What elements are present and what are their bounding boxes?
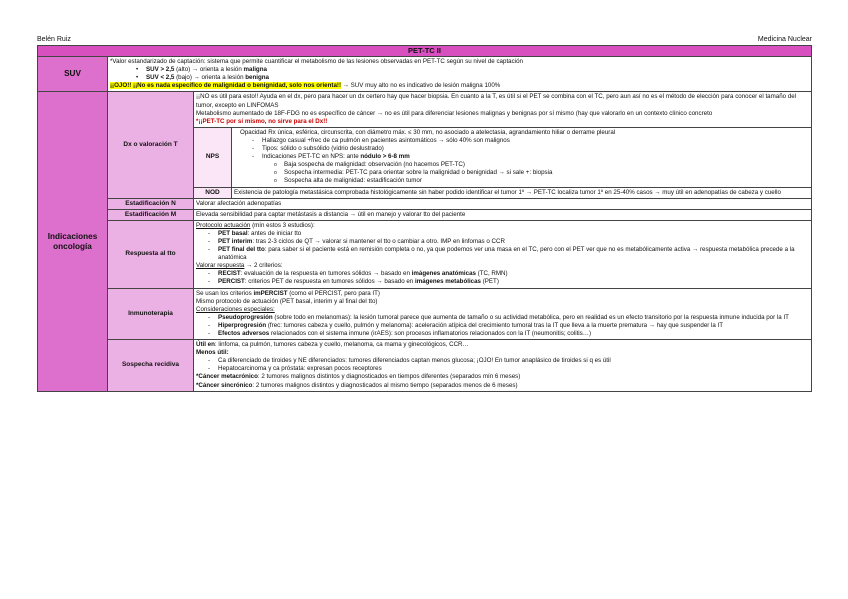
nps-o2: o Sospecha intermedia: PET-TC para orientar sobre la malignidad o benignidad → si sale +: biopsia — [240, 169, 809, 177]
recid-d1: - Ca diferenciado de tiroides y NE diferenciados: tumores diferenciados captan menos glucosa; ¡OJO! En tumor anaplásico de tiroides si q es útil — [196, 357, 809, 365]
resp-d1: - PET basal: antes de iniciar tto — [196, 230, 809, 238]
inmuno-label: Inmunoterapia — [108, 288, 194, 340]
resp-h2: Valorar respuesta → 2 criterios: — [196, 262, 283, 270]
suv-content — [108, 57, 812, 92]
estN-label: Estadificación N — [108, 198, 194, 209]
author: Belén Ruiz — [37, 36, 71, 43]
estM-content: Elevada sensibilidad para captar metástasis a distancia → útil en manejo y valorar tto del paciente — [194, 209, 812, 220]
nps-content — [232, 127, 812, 187]
recid-l2: Menos útil: — [196, 349, 229, 357]
resp-r2: - PERCIST: criterios PET de respuesta en tumores sólidos → basado en imágenes metabólicas (PET) — [196, 278, 809, 286]
inmuno-d1: - Pseudoprogresión (sobre todo en melanomas): la lesión tumoral parece que aumenta de tamaño o su actividad metabólica, pero en realidad es un efecto transitorio por la respuesta inmune inducida por la IT — [196, 314, 809, 322]
suv-intro: *Valor estandarizado de captación: sistema que permite cuantificar el metabolismo de las lesiones observadas en PET-TC según su nivel de captación — [110, 58, 523, 66]
nps-l4: - Indicaciones PET-TC en NPS: ante nódulo > 6-8 mm — [240, 153, 809, 161]
estN-content: Valorar afectación adenopatías — [194, 198, 812, 209]
nps-l3: - Tipos: sólido o subsólido (vidrio deslustrado) — [240, 145, 809, 153]
page-title: PET-TC II — [38, 46, 812, 57]
inmuno-content — [194, 288, 812, 340]
nps-l2: - Hallazgo casual +frec de ca pulmón en pacientes asintomáticos → sólo 40% son malignos — [240, 137, 809, 145]
dx-p3: *¡¡PET-TC por sí mismo, no sirve para el Dx!! — [196, 117, 328, 125]
suv-warning: ¡¡OJO!! ¡¡No es nada específico de malignidad o benignidad, solo nos orienta!! → SUV muy alto no es indicativo de lesión maligna 100% — [110, 82, 501, 90]
inmuno-d3: - Efectos adversos relacionados con el sistema inmune (irAES): son procesos inflamatorios relacionados con la IT (neumonitis; colitis…) — [196, 330, 809, 338]
resp-d3: - PET final del tto: para saber si el paciente está en remisión completa o no, ya que podemos ver una masa en el TC, pero con el PET ver que no es metabólicamente activa → respuesta metabólica precede a la anatómica — [196, 246, 809, 262]
resp-content — [194, 220, 812, 288]
recid-content — [194, 340, 812, 392]
subject: Medicina Nuclear — [757, 36, 812, 43]
dx-p2: Metabolismo aumentado de 18F-FDG no es específico de cáncer → no es útil para diferenciar lesiones malignas y benignas por sí mismo (hay que valorarlo en un contexto clínico concreto — [196, 109, 713, 117]
resp-r1: - RECIST: evaluación de la respuesta en tumores sólidos → basado en imágenes anatómicas (TC, RMN) — [196, 270, 809, 278]
nod-label: NOD — [194, 187, 232, 198]
suv-label: SUV — [38, 57, 108, 92]
dx-label: Dx o valoración T — [108, 92, 194, 198]
nps-l1: Opacidad Rx única, esférica, circunscrita, con diámetro máx. ≤ 30 mm, no asociado a atelectasia, agrandamiento hiliar o derrame pleural — [240, 128, 616, 136]
inmuno-l1: Se usan los criterios imPERCIST (como el PERCIST, pero para IT) — [196, 289, 380, 297]
nod-content: Existencia de patología metastásica comprobada histológicamente sin haber podido identificar el tumor 1º → PET-TC localiza tumor 1º en 25-40% casos → muy útil en adenopatías de cabeza y cuello — [232, 187, 812, 198]
dx-p1: ¡¡NO es útil para esto!! Ayuda en el dx, pero para hacer un dx certero hay que hacer biopsia. En cuanto a la T, es útil si el PET se combina con el TC, pero aun así no es el método de elección para conocer el tamaño del tumor, excepto en LINFOMAS — [196, 93, 797, 109]
nps-o1: o Baja sospecha de malignidad: observación (no hacemos PET-TC) — [240, 161, 809, 169]
inmuno-l2: Mismo protocolo de actuación (PET basal, interim y al final del tto) — [196, 297, 378, 305]
recid-l1: Útil en: linfoma, ca pulmón, tumores cabeza y cuello, melanoma, ca mama y ginecológicos, CCR… — [196, 341, 469, 349]
resp-d2: - PET interim: tras 2-3 ciclos de QT → valorar si mantener el tto o cambiar a otro. IMP en linfomas o CCR — [196, 238, 809, 246]
suv-bullet-high: • SUV > 2,5 (alto) → orienta a lesión maligna — [110, 66, 809, 74]
dx-content — [194, 92, 812, 127]
recid-l3: *Cáncer metacrónico: 2 tumores malignos distintos y diagnosticados en tiempos diferentes (separados mín 6 meses) — [196, 373, 521, 381]
estM-label: Estadificación M — [108, 209, 194, 220]
recid-label: Sospecha recidiva — [108, 340, 194, 392]
resp-label: Respuesta al tto — [108, 220, 194, 288]
suv-bullet-low: • SUV < 2,5 (bajo) → orienta a lesión benigna — [110, 74, 809, 82]
nps-o3: o Sospecha alta de malignidad: estadificación tumor — [240, 177, 809, 185]
oncology-label: Indicaciones oncología — [38, 92, 108, 391]
recid-d2: - Hepatocarcinoma y ca próstata: expresan pocos receptores — [196, 365, 809, 373]
suv-row — [38, 57, 812, 92]
pet-tc-table — [37, 45, 812, 392]
inmuno-l3: Consideraciones especiales: — [196, 305, 275, 313]
inmuno-d2: - Hiperprogresión (frec: tumores cabeza y cuello, pulmón y melanoma): aceleración atípica del crecimiento tumoral tras la IT que lleva a la muerte prematura → hay que suspender la IT — [196, 322, 809, 330]
nps-label: NPS — [194, 127, 232, 187]
resp-h1: Protocolo actuación (mín estos 3 estudios): — [196, 221, 315, 229]
recid-l4: *Cáncer sincrónico: 2 tumores malignos distintos y diagnosticados al mismo tiempo (separados menos de 6 meses) — [196, 381, 518, 389]
